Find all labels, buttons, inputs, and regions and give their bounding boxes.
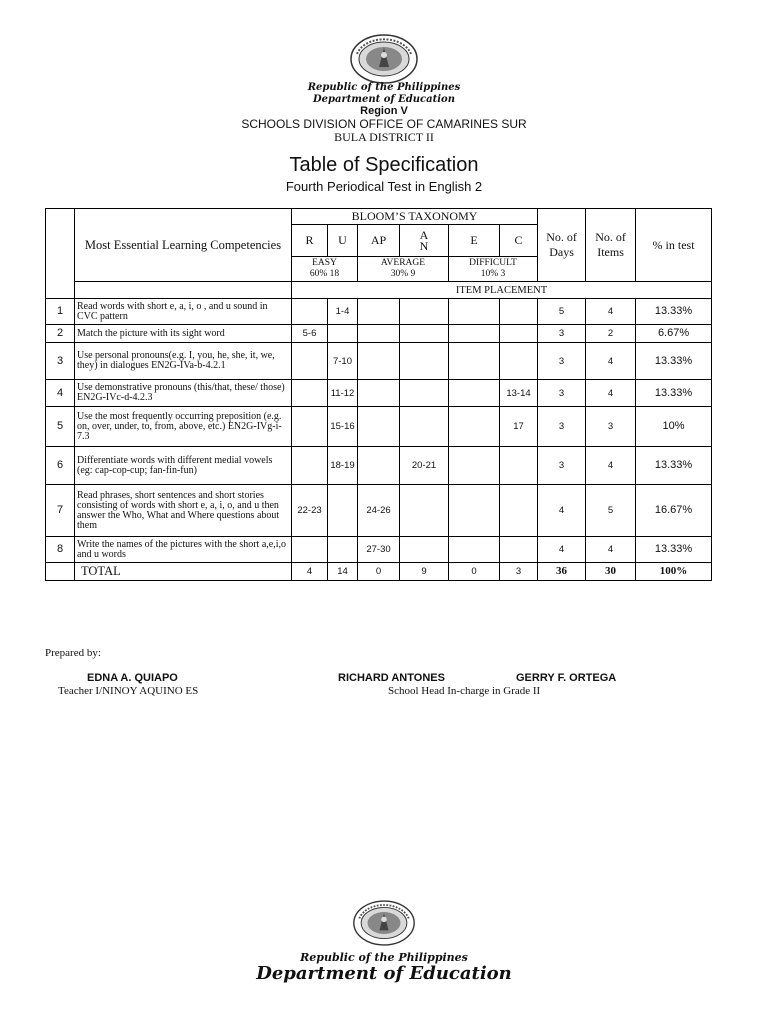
- placement-cell: [500, 447, 538, 485]
- items-cell: 4: [586, 299, 636, 325]
- table-row: [46, 299, 712, 325]
- specification-table: [45, 208, 712, 581]
- competency-cell: Write the names of the pictures with the short a,e,i,o and u words: [75, 537, 292, 563]
- total-spacer: [46, 563, 75, 581]
- placement-cell: [400, 485, 449, 537]
- row-number: 6: [46, 447, 75, 485]
- placement-cell: [358, 380, 400, 407]
- group-easy: [292, 257, 358, 282]
- total-placement-cell: 0: [449, 563, 500, 581]
- table-row: [46, 447, 712, 485]
- days-cell: 5: [538, 299, 586, 325]
- total-row: [46, 563, 712, 581]
- division-heading: SCHOOLS DIVISION OFFICE OF CAMARINES SUR: [241, 117, 527, 131]
- placement-cell: [292, 299, 328, 325]
- table-row: [46, 380, 712, 407]
- placement-cell: [358, 325, 400, 343]
- deped-seal-top: [349, 34, 419, 84]
- row-number: 8: [46, 537, 75, 563]
- percent-cell: 10%: [636, 407, 712, 447]
- group-difficult-detail: 10% 3: [480, 269, 506, 279]
- total-items-cell: 30: [586, 563, 636, 581]
- placement-cell: 13-14: [500, 380, 538, 407]
- placement-cell: [400, 325, 449, 343]
- percent-cell: 13.33%: [636, 380, 712, 407]
- placement-cell: [358, 447, 400, 485]
- placement-cell: [292, 407, 328, 447]
- placement-cell: 20-21: [400, 447, 449, 485]
- district-heading: BULA DISTRICT II: [334, 130, 434, 144]
- competency-cell: Match the picture with its sight word: [75, 325, 292, 343]
- table-body: [46, 299, 712, 581]
- placement-cell: [449, 407, 500, 447]
- items-cell: 4: [586, 380, 636, 407]
- document-title: Table of Specification: [289, 154, 479, 176]
- placement-cell: [328, 485, 358, 537]
- item-placement-header: ITEM PLACEMENT: [292, 282, 712, 299]
- competency-cell: Differentiate words with different medial vowels (eg: cap-cop-cup; fan-fin-fun): [75, 447, 292, 485]
- total-placement-cell: 0: [358, 563, 400, 581]
- placement-cell: [449, 447, 500, 485]
- republic-heading: Republic of the Philippines: [307, 82, 461, 93]
- placement-cell: 15-16: [328, 407, 358, 447]
- placement-cell: [449, 485, 500, 537]
- percent-cell: 6.67%: [636, 325, 712, 343]
- total-placement-cell: 3: [500, 563, 538, 581]
- total-placement-cell: 14: [328, 563, 358, 581]
- department-heading: Department of Education: [313, 94, 455, 105]
- table-row: [46, 407, 712, 447]
- preparer-title: Teacher I/NINOY AQUINO ES: [58, 685, 199, 697]
- placement-cell: [500, 343, 538, 380]
- header-number-cell: [46, 209, 75, 299]
- placement-cell: [449, 537, 500, 563]
- days-cell: 3: [538, 343, 586, 380]
- level-an: A N: [400, 225, 449, 257]
- table-row: [46, 485, 712, 537]
- days-cell: 3: [538, 325, 586, 343]
- percent-cell: 16.67%: [636, 485, 712, 537]
- table-row: [46, 343, 712, 380]
- total-percent-cell: 100%: [636, 563, 712, 581]
- placement-cell: [358, 407, 400, 447]
- days-cell: 4: [538, 537, 586, 563]
- prepared-by-label: Prepared by:: [45, 647, 101, 659]
- document-subtitle: Fourth Periodical Test in English 2: [285, 179, 483, 194]
- placement-cell: [292, 447, 328, 485]
- placement-cell: [292, 537, 328, 563]
- days-cell: 3: [538, 447, 586, 485]
- items-cell: 4: [586, 343, 636, 380]
- row-number: 7: [46, 485, 75, 537]
- days-cell: 4: [538, 485, 586, 537]
- placement-cell: 17: [500, 407, 538, 447]
- placement-cell: [292, 343, 328, 380]
- items-cell: 4: [586, 537, 636, 563]
- placement-cell: 22-23: [292, 485, 328, 537]
- region-heading: Region V: [360, 105, 408, 117]
- row-number: 2: [46, 325, 75, 343]
- footer-republic: Republic of the Philippines: [300, 951, 468, 964]
- placement-cell: [449, 325, 500, 343]
- placement-cell: [449, 343, 500, 380]
- checker-title: School Head In-charge in Grade II: [388, 685, 541, 697]
- preparer-name: EDNA A. QUIAPO: [87, 672, 178, 684]
- placement-cell: [449, 380, 500, 407]
- placement-cell: [400, 380, 449, 407]
- level-r: R: [292, 225, 328, 257]
- footer-department: Department of Education: [256, 963, 512, 984]
- placement-cell: 5-6: [292, 325, 328, 343]
- items-cell: 3: [586, 407, 636, 447]
- placement-cell: 1-4: [328, 299, 358, 325]
- level-u: U: [328, 225, 358, 257]
- placement-cell: 18-19: [328, 447, 358, 485]
- row-number: 4: [46, 380, 75, 407]
- group-average-label: AVERAGE: [380, 258, 426, 268]
- level-ap: AP: [358, 225, 400, 257]
- placement-cell: [400, 407, 449, 447]
- group-average-detail: 30% 9: [390, 269, 416, 279]
- days-cell: 3: [538, 407, 586, 447]
- placement-cell: 24-26: [358, 485, 400, 537]
- placement-cell: 7-10: [328, 343, 358, 380]
- total-placement-cell: 4: [292, 563, 328, 581]
- percent-cell: 13.33%: [636, 343, 712, 380]
- total-label: TOTAL: [75, 563, 292, 581]
- placement-cell: [328, 537, 358, 563]
- placement-cell: [400, 343, 449, 380]
- days-header: No. of Days: [538, 209, 586, 282]
- group-difficult-label: DIFFICULT: [469, 258, 517, 268]
- placement-cell: [500, 485, 538, 537]
- placement-cell: [328, 325, 358, 343]
- competency-cell: Use demonstrative pronouns (this/that, these/ those) EN2G-IVc-d-4.2.3: [75, 380, 292, 407]
- percent-cell: 13.33%: [636, 447, 712, 485]
- placement-spacer: [75, 282, 292, 299]
- competency-cell: Read words with short e, a, i, o , and u sound in CVC pattern: [75, 299, 292, 325]
- table-row: [46, 537, 712, 563]
- checker-name: RICHARD ANTONES: [338, 672, 445, 684]
- competency-cell: Use personal pronouns(e.g. I, you, he, she, it, we, they) in dialogues EN2G-IVa-b-4.2.1: [75, 343, 292, 380]
- row-number: 5: [46, 407, 75, 447]
- placement-cell: [449, 299, 500, 325]
- percent-cell: 13.33%: [636, 537, 712, 563]
- group-difficult: [449, 257, 538, 282]
- items-cell: 2: [586, 325, 636, 343]
- items-cell: 4: [586, 447, 636, 485]
- placement-cell: [500, 537, 538, 563]
- placement-cell: [500, 299, 538, 325]
- table-row: [46, 325, 712, 343]
- percent-header: % in test: [636, 209, 712, 282]
- competency-cell: Use the most frequently occurring preposition (e.g. on, over, under, to, from, above, etc.) EN2G-IVg-i-7.3: [75, 407, 292, 447]
- placement-cell: [292, 380, 328, 407]
- placement-cell: 27-30: [358, 537, 400, 563]
- deped-seal-bottom: [352, 900, 416, 946]
- placement-cell: [500, 325, 538, 343]
- approver-name: GERRY F. ORTEGA: [516, 672, 617, 684]
- blooms-header: BLOOM’S TAXONOMY: [292, 209, 538, 225]
- competency-cell: Read phrases, short sentences and short stories consisting of words with short e, a, i, o, and u then answer the Who, What and Where questions about them: [75, 485, 292, 537]
- group-easy-detail: 60% 18: [309, 269, 340, 279]
- items-header: No. of Items: [586, 209, 636, 282]
- placement-cell: [400, 299, 449, 325]
- items-cell: 5: [586, 485, 636, 537]
- level-e: E: [449, 225, 500, 257]
- placement-cell: [400, 537, 449, 563]
- days-cell: 3: [538, 380, 586, 407]
- row-number: 3: [46, 343, 75, 380]
- group-easy-label: EASY: [312, 258, 337, 268]
- total-placement-cell: 9: [400, 563, 449, 581]
- row-number: 1: [46, 299, 75, 325]
- percent-cell: 13.33%: [636, 299, 712, 325]
- placement-cell: [358, 299, 400, 325]
- total-days-cell: 36: [538, 563, 586, 581]
- level-c: C: [500, 225, 538, 257]
- group-average: [358, 257, 449, 282]
- placement-cell: [358, 343, 400, 380]
- placement-cell: 11-12: [328, 380, 358, 407]
- competency-header: Most Essential Learning Competencies: [75, 209, 292, 282]
